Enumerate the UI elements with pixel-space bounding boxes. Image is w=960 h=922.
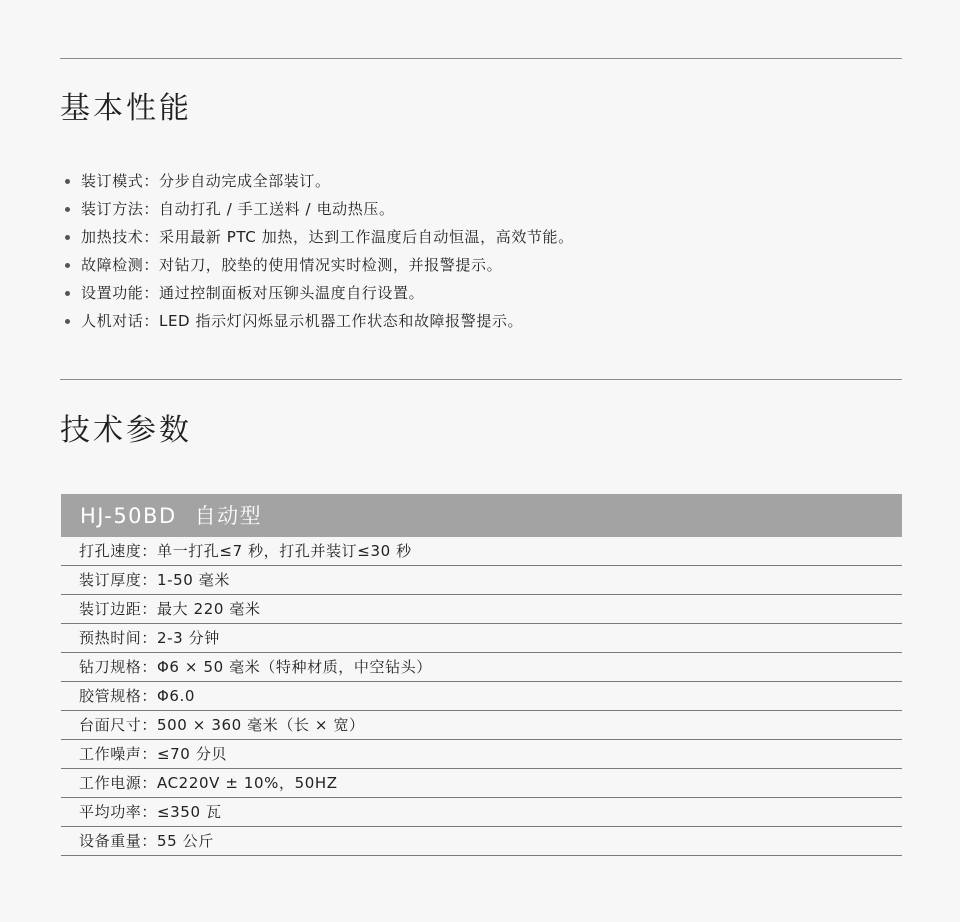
bullet-icon xyxy=(65,319,70,324)
feature-list xyxy=(64,167,574,335)
table-row: 装订厚度：1-50 毫米 xyxy=(61,566,902,595)
table-row: 钻刀规格：Φ6 × 50 毫米（特种材质，中空钻头） xyxy=(61,653,902,682)
table-row: 工作电源：AC220V ± 10%，50HZ xyxy=(61,769,902,798)
feature-text: 装订方法：自动打孔 / 手工送料 / 电动热压。 xyxy=(81,200,395,218)
table-row: 胶管规格：Φ6.0 xyxy=(61,682,902,711)
feature-text: 装订模式：分步自动完成全部装订。 xyxy=(81,172,331,190)
section-divider xyxy=(60,379,902,380)
table-row: 预热时间：2-3 分钟 xyxy=(61,624,902,653)
feature-text: 故障检测：对钻刀，胶垫的使用情况实时检测，并报警提示。 xyxy=(81,256,503,274)
bullet-icon xyxy=(65,207,70,212)
bullet-icon xyxy=(65,291,70,296)
model-type: 自动型 xyxy=(194,504,263,528)
list-item xyxy=(64,307,574,335)
list-item xyxy=(64,223,574,251)
table-row: 装订边距：最大 220 毫米 xyxy=(61,595,902,624)
bullet-icon xyxy=(65,263,70,268)
table-row: 打孔速度：单一打孔≤7 秒，打孔并装订≤30 秒 xyxy=(61,537,902,566)
list-item xyxy=(64,195,574,223)
list-item xyxy=(64,251,574,279)
model-number: HJ-50BD xyxy=(80,504,177,528)
feature-text: 设置功能：通过控制面板对压铆头温度自行设置。 xyxy=(81,284,425,302)
table-row: 工作噪声：≤70 分贝 xyxy=(61,740,902,769)
basic-performance-title: 基本性能 xyxy=(60,91,192,126)
feature-text: 加热技术：采用最新 PTC 加热，达到工作温度后自动恒温，高效节能。 xyxy=(81,228,574,246)
table-row: 台面尺寸：500 × 360 毫米（长 × 宽） xyxy=(61,711,902,740)
feature-text: 人机对话：LED 指示灯闪烁显示机器工作状态和故障报警提示。 xyxy=(81,312,524,330)
list-item xyxy=(64,279,574,307)
bullet-icon xyxy=(65,235,70,240)
table-row: 设备重量：55 公斤 xyxy=(61,827,902,856)
spec-table xyxy=(61,494,902,856)
tech-params-title: 技术参数 xyxy=(60,413,192,448)
top-divider xyxy=(60,58,902,59)
table-row: 平均功率：≤350 瓦 xyxy=(61,798,902,827)
list-item xyxy=(64,167,574,195)
spec-table-header xyxy=(61,494,902,537)
bullet-icon xyxy=(65,179,70,184)
